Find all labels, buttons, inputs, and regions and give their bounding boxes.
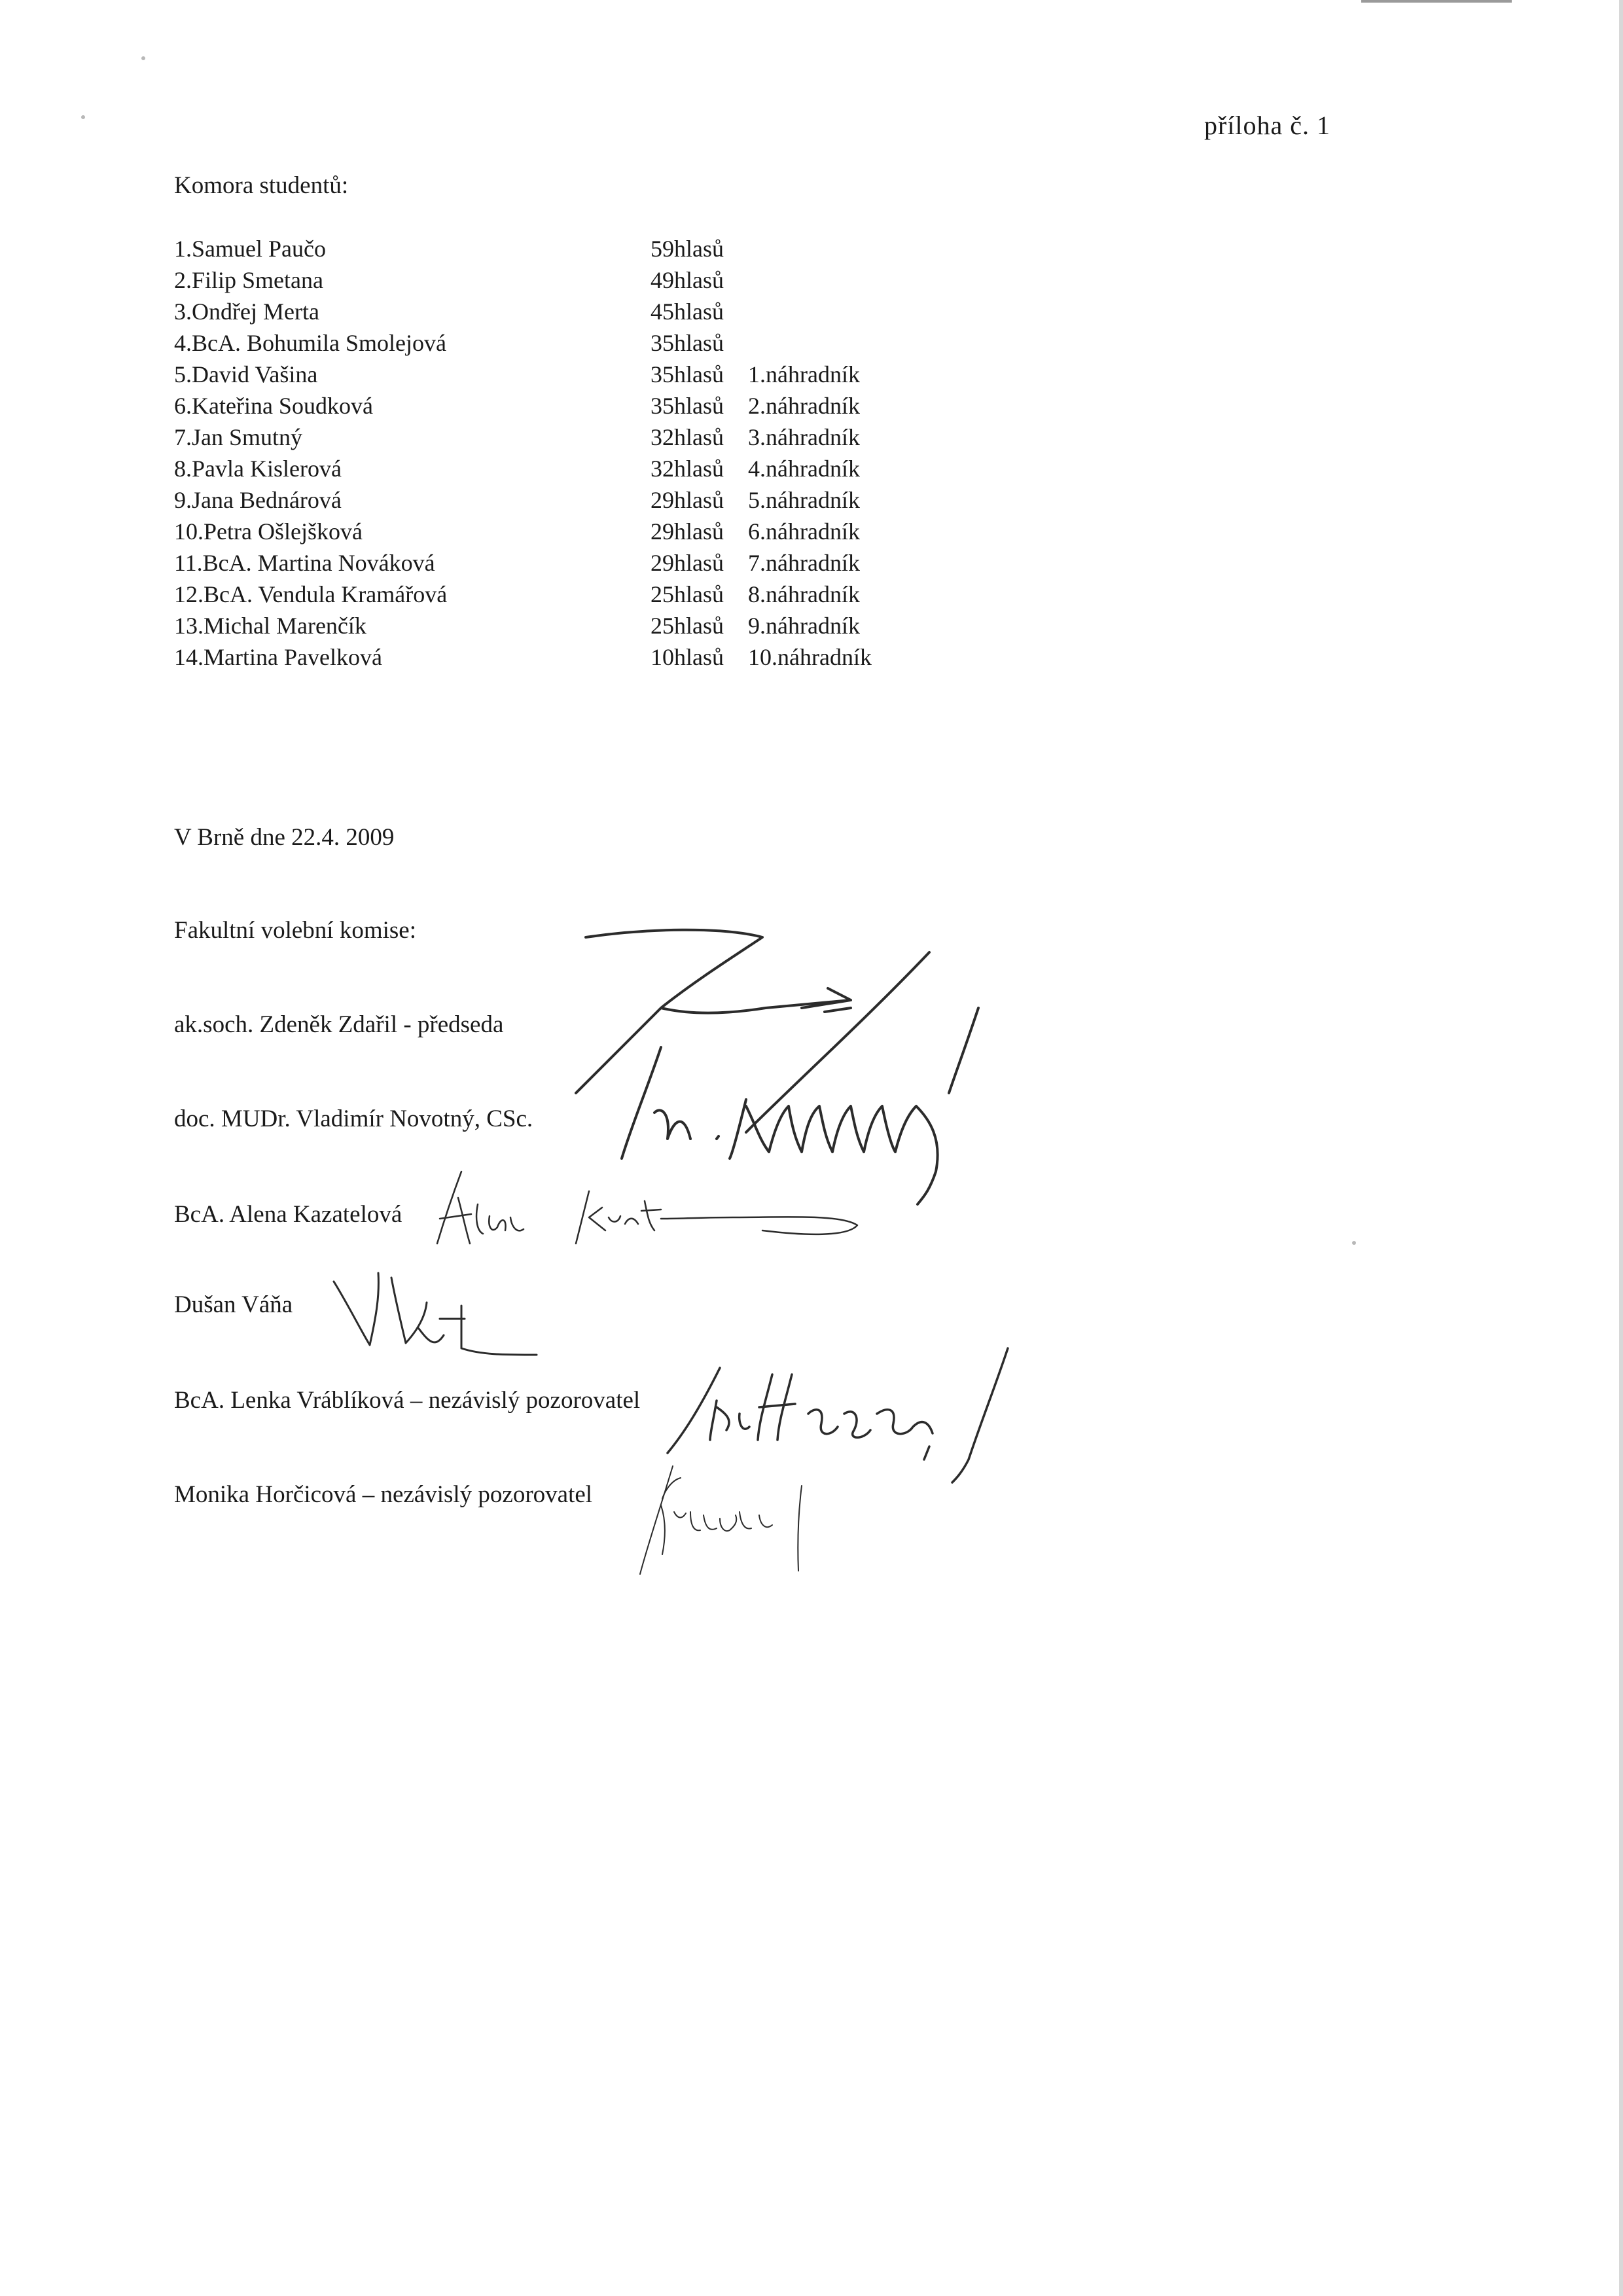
candidate-name: 3.Ondřej Merta	[174, 298, 319, 325]
member-novotny: doc. MUDr. Vladimír Novotný, CSc.	[174, 1105, 533, 1132]
vote-count: 49hlasů	[651, 267, 724, 293]
result-row	[174, 579, 959, 610]
result-row	[174, 390, 959, 422]
substitute-rank: 9.náhradník	[748, 613, 860, 639]
scan-edge-line	[1619, 0, 1623, 2296]
vote-count: 29hlasů	[651, 518, 724, 545]
result-row	[174, 264, 959, 296]
candidate-name: 6.Kateřina Soudková	[174, 393, 373, 419]
vote-count: 35hlasů	[651, 393, 724, 419]
result-row	[174, 547, 959, 579]
candidate-name: 11.BcA. Martina Nováková	[174, 550, 435, 576]
result-row	[174, 359, 959, 390]
candidate-name: 7.Jan Smutný	[174, 424, 303, 450]
result-row	[174, 422, 959, 453]
vote-count: 59hlasů	[651, 236, 724, 262]
substitute-rank: 6.náhradník	[748, 518, 860, 545]
signature-vrablikova	[668, 1348, 1008, 1482]
vote-count: 32hlasů	[651, 456, 724, 482]
result-row	[174, 641, 959, 673]
substitute-rank: 2.náhradník	[748, 393, 860, 419]
signature-horcicova	[640, 1466, 802, 1574]
vote-count: 35hlasů	[651, 330, 724, 356]
substitute-rank: 1.náhradník	[748, 361, 860, 387]
member-vrablikova: BcA. Lenka Vráblíková – nezávislý pozorovatel	[174, 1387, 641, 1414]
commission-heading: Fakultní volební komise:	[174, 917, 416, 944]
result-row	[174, 453, 959, 484]
candidate-name: 2.Filip Smetana	[174, 267, 323, 293]
candidate-name: 1.Samuel Paučo	[174, 236, 326, 262]
substitute-rank: 8.náhradník	[748, 581, 860, 607]
result-row	[174, 610, 959, 641]
result-row	[174, 516, 959, 547]
candidate-name: 10.Petra Ošlejšková	[174, 518, 363, 545]
vote-count: 45hlasů	[651, 298, 724, 325]
member-vana: Dušan Váňa	[174, 1291, 293, 1318]
candidate-name: 5.David Vašina	[174, 361, 318, 387]
result-row	[174, 296, 959, 327]
member-kazatelova: BcA. Alena Kazatelová	[174, 1201, 402, 1228]
substitute-rank: 4.náhradník	[748, 456, 860, 482]
substitute-rank: 5.náhradník	[748, 487, 860, 513]
results-list	[174, 233, 959, 673]
vote-count: 29hlasů	[651, 550, 724, 576]
substitute-rank: 10.náhradník	[748, 644, 872, 670]
candidate-name: 4.BcA. Bohumila Smolejová	[174, 330, 446, 356]
candidate-name: 14.Martina Pavelková	[174, 644, 382, 670]
vote-count: 10hlasů	[651, 644, 724, 670]
scan-speck	[1352, 1241, 1356, 1245]
signature-kazatelova	[437, 1172, 857, 1244]
substitute-rank: 7.náhradník	[748, 550, 860, 576]
vote-count: 25hlasů	[651, 581, 724, 607]
scan-top-mark	[1361, 0, 1512, 3]
vote-count: 29hlasů	[651, 487, 724, 513]
candidate-name: 13.Michal Marenčík	[174, 613, 366, 639]
result-row	[174, 484, 959, 516]
chamber-heading: Komora studentů:	[174, 172, 349, 199]
vote-count: 32hlasů	[651, 424, 724, 450]
substitute-rank: 3.náhradník	[748, 424, 860, 450]
candidate-name: 8.Pavla Kislerová	[174, 456, 342, 482]
result-row	[174, 233, 959, 264]
signature-vana	[334, 1273, 537, 1355]
result-row	[174, 327, 959, 359]
signature-novotny	[622, 1008, 978, 1204]
attachment-label: příloha č. 1	[1204, 111, 1331, 140]
member-horcicova: Monika Horčicová – nezávislý pozorovatel	[174, 1481, 593, 1508]
scan-speck	[81, 115, 85, 119]
vote-count: 25hlasů	[651, 613, 724, 639]
candidate-name: 12.BcA. Vendula Kramářová	[174, 581, 448, 607]
scan-speck	[141, 56, 145, 60]
candidate-name: 9.Jana Bednárová	[174, 487, 342, 513]
signature-zdaril	[576, 930, 929, 1132]
vote-count: 35hlasů	[651, 361, 724, 387]
place-date: V Brně dne 22.4. 2009	[174, 824, 395, 851]
member-chairman: ak.soch. Zdeněk Zdařil - předseda	[174, 1011, 504, 1038]
